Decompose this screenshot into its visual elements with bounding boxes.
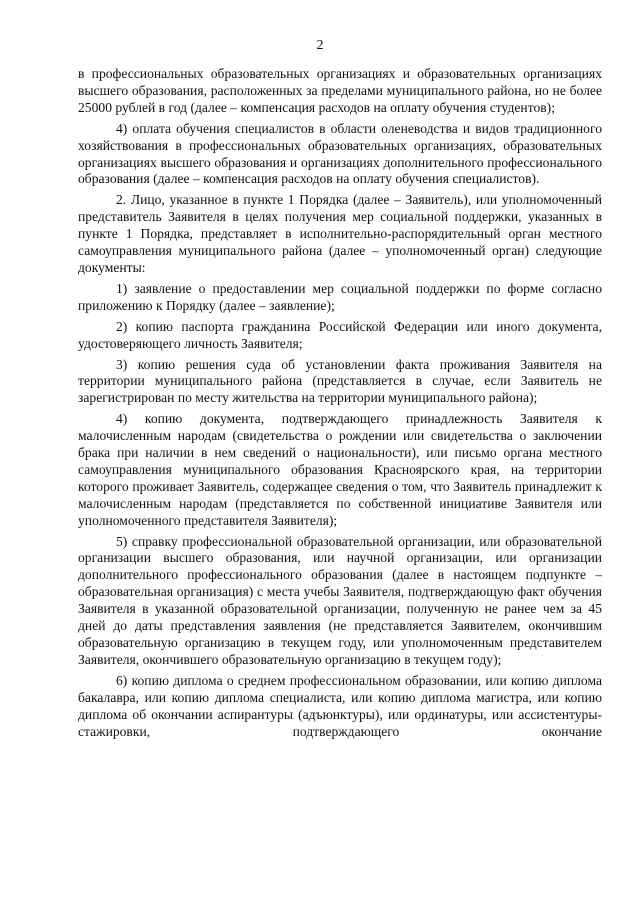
paragraph-doc-4-nationality: 4) копию документа, подтверждающего принадлежность Заявителя к малочисленным народам (свидетельства о рождении или свидетельства о заключении брака при наличии в нем сведений о национальности), или письмо органа местного самоуправления муниципального образования Красноярского края, на территории которого проживает Заявитель, содержащее сведения о том, что Заявитель принадлежит к малочисленным народам (представляется по собственной инициативе Заявителя или уполномоченного представителя Заявителя); <box>78 411 602 528</box>
paragraph-doc-1-application: 1) заявление о предоставлении мер социальной поддержки по форме согласно приложению к Порядку (далее – заявление); <box>78 280 602 313</box>
paragraph-doc-3-court-decision: 3) копию решения суда об установлении факта проживания Заявителя на территории муниципального района (представляется в случае, если Заявитель не зарегистрирован по месту жительства на территории муниципального района); <box>78 356 602 406</box>
document-body <box>78 66 602 740</box>
page-number: 2 <box>316 38 324 53</box>
paragraph-doc-2-passport: 2) копию паспорта гражданина Российской Федерации или иного документа, удостоверяющего личность Заявителя; <box>78 318 602 351</box>
paragraph-doc-6-diploma: 6) копию диплома о среднем профессиональном образовании, или копию диплома бакалавра, или копию диплома специалиста, или копию диплома магистра, или копию диплома об окончании аспирантуры (адъюнктуры), или ординатуры, или ассистентуры-стажировки, подтверждающего окончание <box>78 672 602 739</box>
paragraph-doc-5-study-certificate: 5) справку профессиональной образовательной организации, или образовательной организации высшего образования, или научной организации, или организации дополнительного профессионального образования (далее в настоящем подпункте – образовательная организация) с места учебы Заявителя, подтверждающую факт обучения Заявителя в указанной образовательной организации, полученную не ранее чем за 45 дней до даты представления заявления (не представляется Заявителем, окончившим образовательную организацию в текущем году, или уполномоченным представителем Заявителя, окончившего образовательную организацию в текущем году); <box>78 533 602 667</box>
paragraph-item-4-specialists: 4) оплата обучения специалистов в области оленеводства и видов традиционного хозяйствования в профессиональных образовательных организациях, образовательных организациях высшего образования и организациях дополнительного профессионального образования (далее – компенсация расходов на оплату обучения специалистов). <box>78 120 602 187</box>
paragraph-continuation: в профессиональных образовательных организациях и образовательных организациях высшего образования, расположенных за пределами муниципального района, но не более 25000 рублей в год (далее – компенсация расходов на оплату обучения студентов); <box>78 66 602 115</box>
paragraph-section-2: 2. Лицо, указанное в пункте 1 Порядка (далее – Заявитель), или уполномоченный представитель Заявителя в целях получения мер социальной поддержки, указанных в пункте 1 Порядка, представляет в исполнительно-распорядительный орган местного самоуправления муниципального района (далее – уполномоченный орган) следующие документы: <box>78 192 602 275</box>
